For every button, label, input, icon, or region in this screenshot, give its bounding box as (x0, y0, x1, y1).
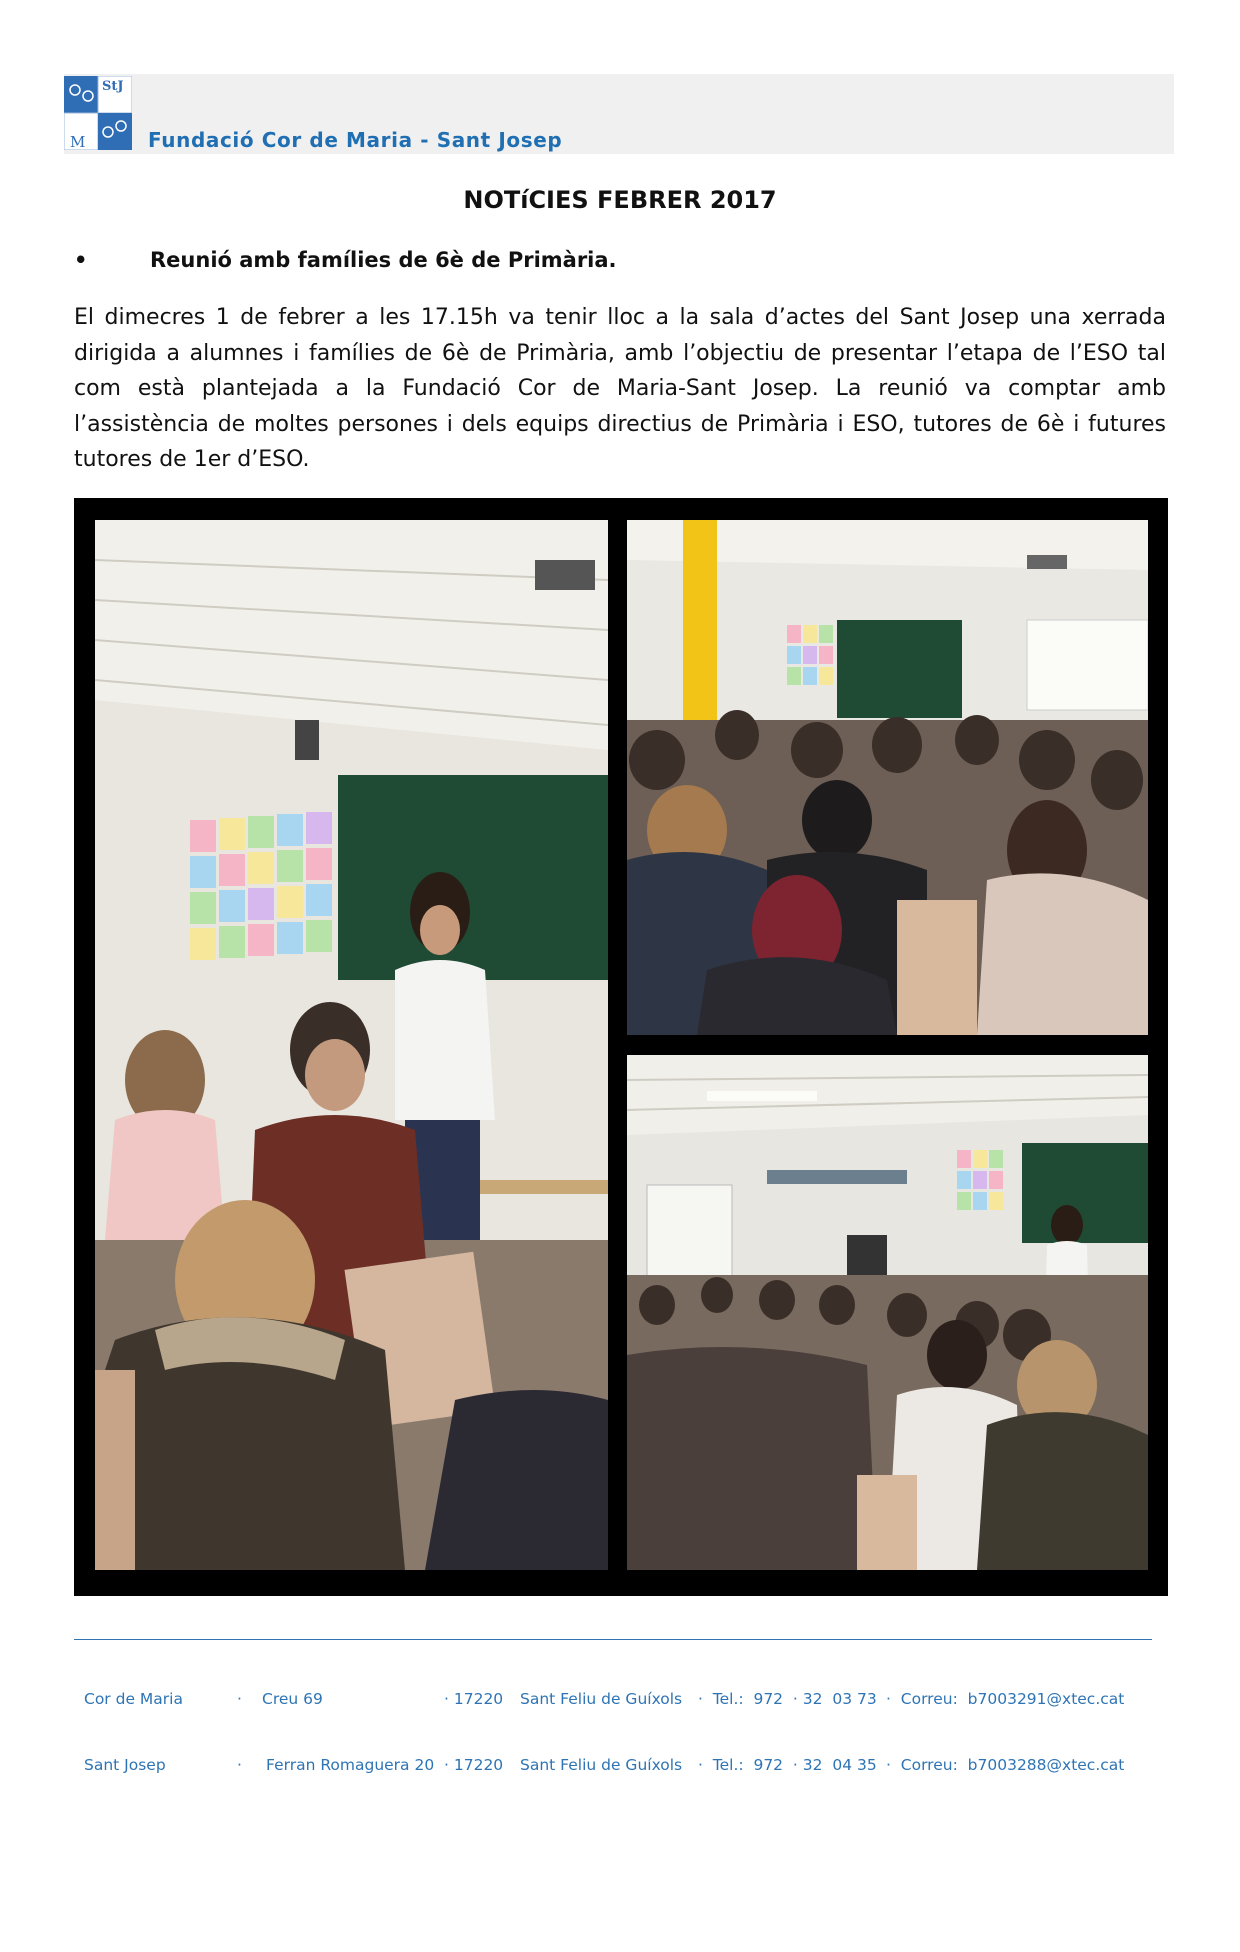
organization-name: Fundació Cor de Maria - Sant Josep (148, 128, 563, 152)
footer-email: · Correu: b7003291@xtec.cat (886, 1690, 1125, 1708)
footer-street: Ferran Romaguera 20 (266, 1756, 435, 1774)
footer-row-cor-de-maria (84, 1688, 1125, 1710)
footer-city: Sant Feliu de Guíxols (520, 1756, 683, 1774)
photo-speaker-classroom (95, 520, 608, 1570)
footer-city: Sant Feliu de Guíxols (520, 1690, 683, 1708)
footer-school: Sant Josep (84, 1756, 166, 1774)
footer-street: Creu 69 (262, 1690, 323, 1708)
school-logo (64, 76, 132, 150)
footer-divider (74, 1639, 1152, 1640)
logo-text-bottom: M (70, 133, 86, 150)
footer-separator: · (237, 1690, 242, 1708)
news-heading (74, 248, 617, 272)
photo-audience-back (627, 520, 1148, 1035)
footer-school: Cor de Maria (84, 1690, 183, 1708)
photo-collage (74, 498, 1168, 1596)
footer-phone: · Tel.: 972 · 32 04 35 (698, 1756, 877, 1774)
footer-postcode: · 17220 (444, 1690, 504, 1708)
footer-phone: · Tel.: 972 · 32 03 73 (698, 1690, 877, 1708)
bullet: • (74, 248, 88, 272)
footer-row-sant-josep (84, 1754, 1125, 1776)
news-body: El dimecres 1 de febrer a les 17.15h va tenir lloc a la sala d’actes del Sant Josep una xerrada dirigida a alumnes i famílies de 6è de Primària, amb l’objectiu de presentar l’etapa de l’ESO tal com està plantejada a la Fundació Cor de Maria-Sant Josep. La reunió va comptar amb l’assistència de moltes persones i dels equips directius de Primària i ESO, tutores de 6è i futures tutores de 1er d’ESO. (74, 305, 1166, 472)
news-heading-text: Reunió amb famílies de 6è de Primària. (150, 248, 617, 272)
page-title: NOTíCIES FEBRER 2017 (463, 186, 777, 214)
footer-separator: · (237, 1756, 242, 1774)
footer-email: · Correu: b7003288@xtec.cat (886, 1756, 1125, 1774)
footer-contacts (84, 1644, 1125, 1798)
footer-postcode: · 17220 (444, 1756, 504, 1774)
photo-audience-wide (627, 1055, 1148, 1570)
logo-text-top: StJ (102, 79, 124, 94)
